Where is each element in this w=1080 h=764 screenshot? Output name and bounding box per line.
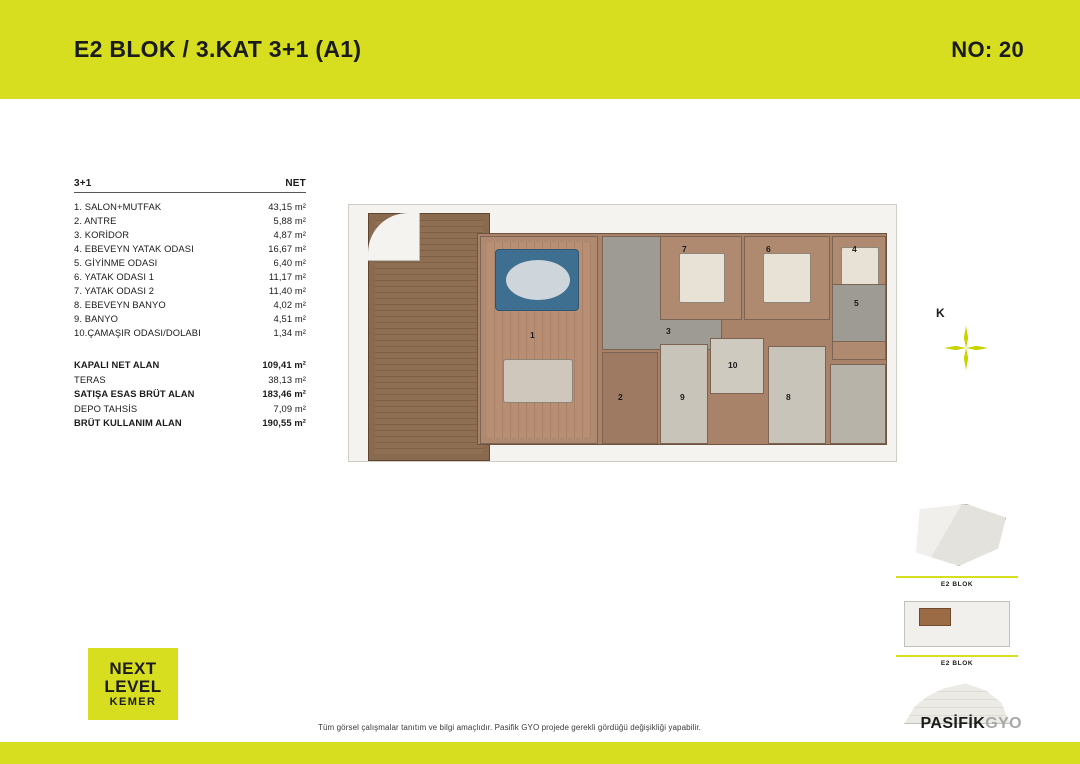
area-legend — [74, 178, 306, 431]
interior-layout — [477, 233, 887, 445]
highlighted-unit — [919, 608, 951, 626]
total-value: 38,13 m² — [268, 373, 306, 385]
room-label: 5. GİYİNME ODASI — [74, 257, 158, 268]
legend-type-label: 3+1 — [74, 178, 92, 189]
dining-table-furniture — [503, 359, 573, 403]
totals-block — [74, 358, 306, 431]
legend-rows — [74, 200, 306, 340]
list-item — [74, 284, 306, 298]
list-item — [74, 200, 306, 214]
room-area: 11,17 m² — [268, 271, 306, 282]
logo-line-1: NEXT — [109, 659, 157, 678]
sofa-furniture — [495, 249, 579, 311]
keyplan-block-label: E2 BLOK — [940, 660, 974, 667]
room-label: 8. EBEVEYN BANYO — [74, 299, 166, 310]
list-item — [74, 326, 306, 340]
list-item — [74, 214, 306, 228]
room-number: 5 — [854, 298, 859, 308]
room-number: 2 — [618, 392, 623, 402]
legend-header — [74, 178, 306, 193]
room-number: 4 — [852, 244, 857, 254]
room-label: 10.ÇAMAŞIR ODASI/DOLABI — [74, 327, 201, 338]
room-dressing — [832, 284, 886, 342]
list-item — [74, 312, 306, 326]
legend-net-label: NET — [285, 178, 306, 189]
site-outline-icon — [908, 504, 1006, 566]
room-label: 7. YATAK ODASI 2 — [74, 285, 155, 296]
room-entry-hall — [830, 364, 886, 444]
room-number: 3 — [666, 326, 671, 336]
list-item — [74, 298, 306, 312]
brand-part-1: PASİFİK — [920, 715, 986, 732]
room-bedroom-1 — [744, 236, 830, 320]
divider — [896, 576, 1018, 578]
room-area: 4,02 m² — [273, 299, 306, 310]
key-plans — [896, 498, 1018, 732]
room-area: 4,51 m² — [273, 313, 306, 324]
brand-part-2: GYO — [985, 715, 1022, 732]
room-area: 6,40 m² — [273, 257, 306, 268]
room-bedroom-2 — [660, 236, 742, 320]
floor-plan-drawing — [341, 196, 901, 468]
room-number: 9 — [680, 392, 685, 402]
compass-star-icon — [944, 326, 988, 370]
plan-frame — [348, 204, 897, 462]
developer-brand — [921, 715, 1023, 733]
list-item — [74, 373, 306, 388]
list-item — [74, 242, 306, 256]
room-label: 9. BANYO — [74, 313, 119, 324]
room-master-bathroom — [768, 346, 826, 444]
room-salon-kitchen — [480, 236, 598, 444]
list-item — [74, 387, 306, 402]
keyplan-block-label: E2 BLOK — [940, 581, 974, 588]
room-area: 16,67 m² — [268, 243, 306, 254]
block-outline-icon — [904, 601, 1010, 647]
list-item — [74, 358, 306, 373]
compass-north-label: K — [936, 306, 945, 320]
list-item — [74, 402, 306, 417]
room-label: 6. YATAK ODASI 1 — [74, 271, 155, 282]
list-item — [74, 270, 306, 284]
room-area: 11,40 m² — [268, 285, 306, 296]
room-number: 7 — [682, 244, 687, 254]
disclaimer-text: Tüm görsel çalışmalar tanıtım ve bilgi amaçlıdır. Pasifik GYO projede gerekli gördüğü değişikliği yapabilir. — [318, 723, 701, 732]
unit-number: NO: 20 — [951, 36, 1024, 62]
divider — [896, 655, 1018, 657]
room-label: 4. EBEVEYN YATAK ODASI — [74, 243, 194, 254]
total-label: SATIŞA ESAS BRÜT ALAN — [74, 388, 195, 399]
total-label: TERAS — [74, 373, 106, 385]
brand-logo-next-level-kemer — [88, 648, 178, 720]
room-number: 10 — [728, 360, 738, 370]
total-value: 190,55 m² — [262, 417, 306, 428]
compass — [936, 306, 998, 382]
room-number: 1 — [530, 330, 535, 340]
list-item — [74, 228, 306, 242]
total-value: 183,46 m² — [262, 388, 306, 399]
room-area: 5,88 m² — [273, 215, 306, 226]
list-item — [74, 256, 306, 270]
header-bar — [0, 0, 1080, 99]
total-label: DEPO TAHSİS — [74, 402, 138, 414]
room-label: 1. SALON+MUTFAK — [74, 201, 162, 212]
total-value: 109,41 m² — [262, 359, 306, 370]
block-key-plan — [896, 591, 1018, 653]
total-label: KAPALI NET ALAN — [74, 359, 160, 370]
list-item — [74, 416, 306, 431]
total-value: 7,09 m² — [273, 402, 306, 414]
bed-furniture — [763, 253, 811, 303]
room-area: 4,87 m² — [273, 229, 306, 240]
total-label: BRÜT KULLANIM ALAN — [74, 417, 182, 428]
room-number: 8 — [786, 392, 791, 402]
room-label: 3. KORİDOR — [74, 229, 130, 240]
logo-line-3: KEMER — [109, 696, 157, 708]
room-number: 6 — [766, 244, 771, 254]
footer-bar — [0, 742, 1080, 764]
room-area: 1,34 m² — [273, 327, 306, 338]
room-antre — [602, 352, 658, 444]
room-area: 43,15 m² — [268, 201, 306, 212]
bed-furniture — [679, 253, 725, 303]
page-title: E2 BLOK / 3.KAT 3+1 (A1) — [74, 36, 362, 62]
room-label: 2. ANTRE — [74, 215, 117, 226]
logo-line-2: LEVEL — [104, 677, 162, 696]
site-key-plan — [896, 498, 1018, 574]
